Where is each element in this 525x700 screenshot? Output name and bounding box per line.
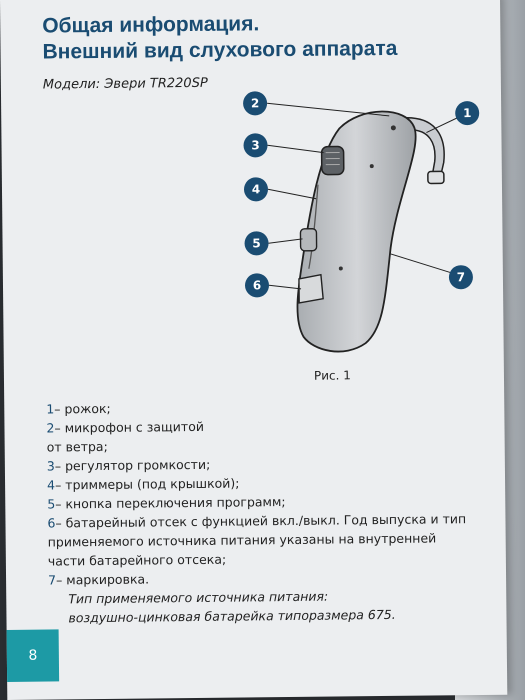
legend-item: 2– микрофон с защитой: [46, 418, 205, 436]
legend-item: применяемого источника питания указаны на внутренней: [47, 530, 437, 550]
models-line: Модели: Эвери TR220SP: [42, 75, 208, 93]
legend-item: 6– батарейный отсек с функцией вкл./выкл. Год выпуска и тип: [47, 511, 467, 531]
marker-1: [455, 101, 479, 125]
volume-wheel-shape: [322, 146, 344, 174]
svg-text:7: 7: [456, 270, 466, 285]
page-title: [42, 10, 397, 66]
note-line-1: Тип применяемого источника питания:: [68, 588, 329, 607]
legend-item: 5– кнопка переключения программ;: [47, 494, 286, 512]
marker-3: [243, 133, 267, 157]
marker-2: [243, 91, 267, 115]
svg-text:2: 2: [250, 96, 260, 111]
marker-4: [244, 177, 268, 201]
parts-legend: [46, 395, 488, 590]
title-line-2: Внешний вид слухового аппарата: [42, 36, 398, 64]
title-line-1: Общая информация.: [42, 12, 260, 38]
hook-tip: [428, 171, 444, 183]
marker-5: [244, 231, 268, 255]
hearing-aid-diagram: [231, 87, 494, 365]
svg-text:4: 4: [251, 182, 261, 197]
figure-caption: Рис. 1: [313, 368, 351, 383]
battery-door-shape: [299, 275, 323, 303]
svg-text:6: 6: [252, 278, 262, 293]
battery-note: [68, 585, 468, 627]
legend-item: 1– рожок;: [46, 400, 111, 417]
legend-item: от ветра;: [46, 438, 108, 455]
program-button-shape: [300, 229, 316, 251]
legend-item: 3– регулятор громкости;: [46, 456, 211, 474]
note-line-2: воздушно-цинковая батарейка типоразмера 675.: [68, 606, 396, 626]
legend-item: 7– маркировка.: [47, 571, 150, 588]
marker-6: [245, 273, 269, 297]
page-number: 8: [28, 647, 38, 664]
svg-text:1: 1: [462, 106, 472, 121]
svg-text:3: 3: [251, 138, 260, 153]
legend-item: части батарейного отсека;: [47, 551, 227, 569]
legend-item: 4– триммеры (под крышкой);: [47, 475, 240, 493]
marker-7: [449, 265, 473, 289]
svg-text:5: 5: [252, 236, 261, 251]
page-number-tab: [7, 629, 60, 682]
